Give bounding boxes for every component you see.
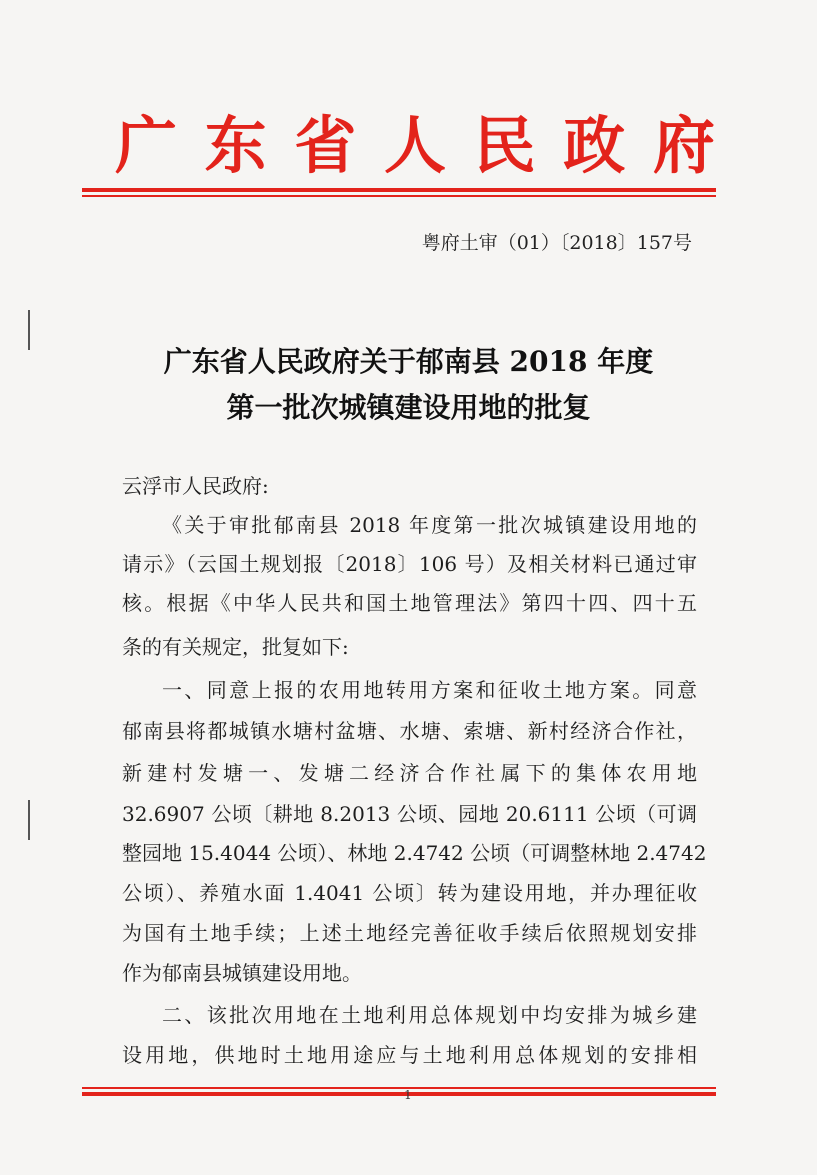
body-line: 核。根据《中华人民共和国土地管理法》第四十四、四十五 <box>122 591 697 615</box>
masthead-char: 府 <box>652 108 715 182</box>
masthead-rule-thick <box>82 188 716 192</box>
masthead-char: 民 <box>473 108 536 182</box>
document-title-line-2: 第一批次城镇建设用地的批复 <box>226 391 591 424</box>
body-line: 32.6907 公顷〔耕地 8.2013 公顷、园地 20.6111 公顷（可调 <box>122 802 697 826</box>
body-line: 新建村发塘一、发塘二经济合作社属下的集体农用地 <box>122 761 697 785</box>
body-line: 作为郁南县城镇建设用地。 <box>122 961 362 985</box>
masthead-char: 政 <box>563 108 626 182</box>
body-line: 《关于审批郁南县 2018 年度第一批次城镇建设用地的 <box>162 513 697 537</box>
body-line: 整园地 15.4044 公顷）、林地 2.4742 公顷（可调整林地 2.4742 <box>122 841 707 865</box>
issuer-masthead <box>115 100 715 180</box>
body-line: 设用地，供地时土地用途应与土地利用总体规划的安排相 <box>122 1043 697 1067</box>
footer-rule-thin <box>82 1087 716 1089</box>
page-number: 1 <box>404 1088 412 1102</box>
body-line: 郁南县将都城镇水塘村盆塘、水塘、索塘、新村经济合作社， <box>122 719 697 743</box>
binding-mark <box>28 800 30 840</box>
body-line: 一、同意上报的农用地转用方案和征收土地方案。同意 <box>162 678 697 702</box>
masthead-char: 省 <box>294 108 357 182</box>
binding-mark <box>28 310 30 350</box>
masthead-char: 人 <box>383 108 446 182</box>
body-line: 公顷）、养殖水面 1.4041 公顷〕转为建设用地，并办理征收 <box>122 881 697 905</box>
masthead-char: 东 <box>204 108 267 182</box>
body-line: 请示》（云国土规划报〔2018〕106 号）及相关材料已通过审 <box>122 552 697 576</box>
masthead-char: 广 <box>115 108 178 182</box>
document-number: 粤府土审（01）〔2018〕157号 <box>421 232 692 254</box>
document-title-line-1: 广东省人民政府关于郁南县 2018 年度 <box>163 345 654 378</box>
masthead-rule-thin <box>82 195 716 197</box>
body-line: 条的有关规定，批复如下: <box>122 635 349 659</box>
addressee: 云浮市人民政府: <box>122 474 269 498</box>
body-line: 二、该批次用地在土地利用总体规划中均安排为城乡建 <box>162 1003 697 1027</box>
body-line: 为国有土地手续；上述土地经完善征收手续后依照规划安排 <box>122 921 697 945</box>
footer-rule-thick <box>82 1092 716 1096</box>
